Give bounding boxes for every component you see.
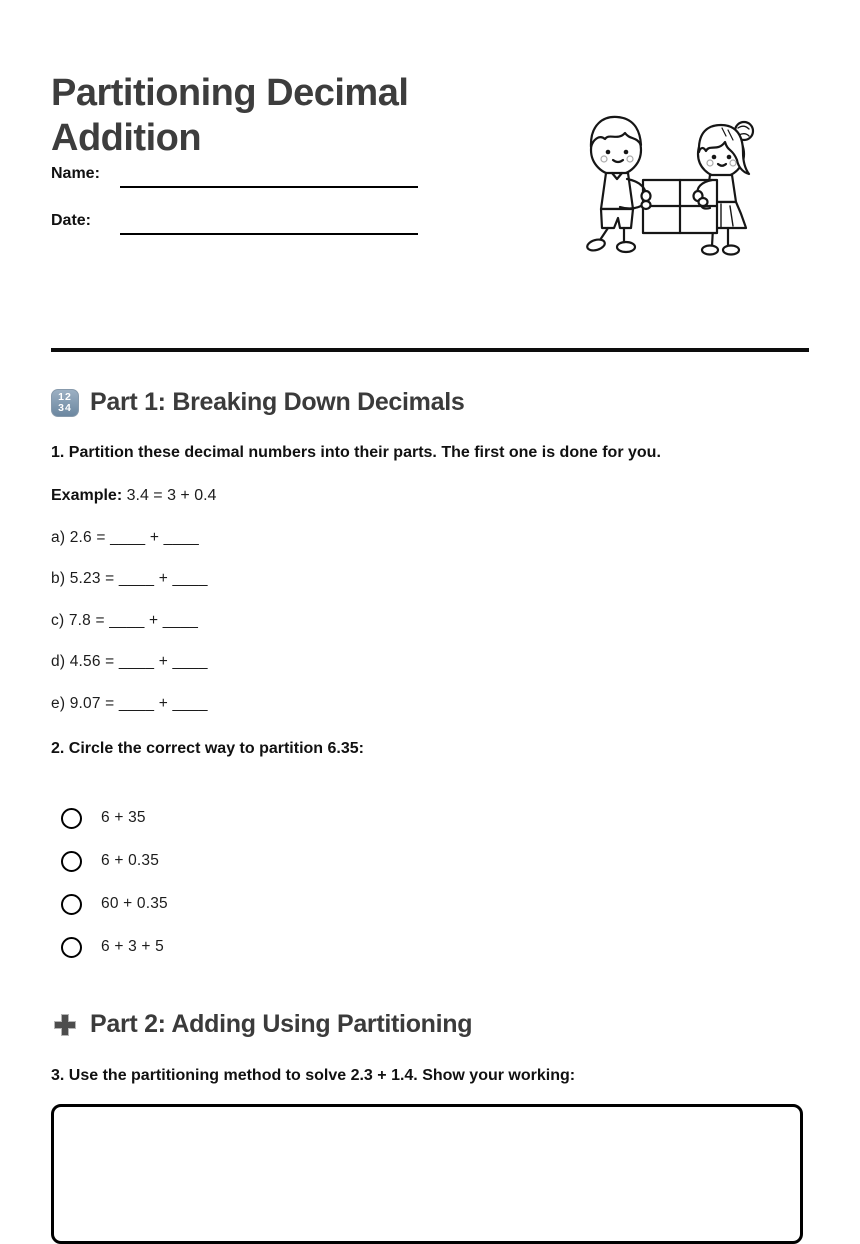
option-label-2: 6 + 0.35 (101, 852, 160, 869)
option-row-3[interactable] (61, 892, 168, 916)
date-label: Date: (51, 212, 92, 229)
option-label-4: 6 + 3 + 5 (101, 938, 164, 955)
partition-item-b[interactable]: b) 5.23 = ____ + ____ (51, 570, 208, 587)
question-2: 2. Circle the correct way to partition 6.35: (51, 740, 364, 757)
partition-item-a[interactable]: a) 2.6 = ____ + ____ (51, 529, 199, 546)
icon-digits-top: 12 (58, 390, 72, 403)
option-radio-1[interactable] (61, 808, 82, 829)
name-write-line[interactable] (120, 186, 418, 188)
option-radio-4[interactable] (61, 937, 82, 958)
heavy-plus-icon (51, 1011, 79, 1039)
part2-title: Part 2: Adding Using Partitioning (90, 1010, 473, 1038)
question-3: 3. Use the partitioning method to solve 2.3 + 1.4. Show your working: (51, 1067, 576, 1084)
children-holding-grid-illustration (560, 100, 820, 280)
part1-heading-row (51, 388, 464, 417)
partition-item-d[interactable]: d) 4.56 = ____ + ____ (51, 653, 208, 670)
part1-title: Part 1: Breaking Down Decimals (90, 388, 465, 416)
name-label: Name: (51, 165, 100, 182)
option-row-4[interactable] (61, 935, 164, 959)
icon-digits-bottom: 34 (58, 401, 72, 414)
part2-heading-row (51, 1010, 472, 1039)
date-write-line[interactable] (120, 233, 418, 235)
working-answer-box[interactable] (51, 1104, 803, 1244)
example-value: 3.4 = 3 + 0.4 (126, 487, 217, 504)
page-title: Partitioning Decimal Addition (51, 72, 409, 160)
question-1: 1. Partition these decimal numbers into their parts. The first one is done for you. (51, 444, 661, 461)
partition-item-e[interactable]: e) 9.07 = ____ + ____ (51, 695, 208, 712)
option-row-1[interactable] (61, 806, 146, 830)
option-label-3: 60 + 0.35 (101, 895, 168, 912)
number-grid (643, 180, 717, 233)
option-radio-3[interactable] (61, 894, 82, 915)
input-numbers-icon (51, 389, 79, 417)
option-label-1: 6 + 35 (101, 809, 146, 826)
section-divider (51, 348, 809, 352)
option-radio-2[interactable] (61, 851, 82, 872)
partition-item-c[interactable]: c) 7.8 = ____ + ____ (51, 612, 199, 629)
example-label: Example: (51, 487, 123, 504)
example-line (51, 487, 216, 505)
option-row-2[interactable] (61, 849, 159, 873)
boy-figure (586, 117, 641, 252)
